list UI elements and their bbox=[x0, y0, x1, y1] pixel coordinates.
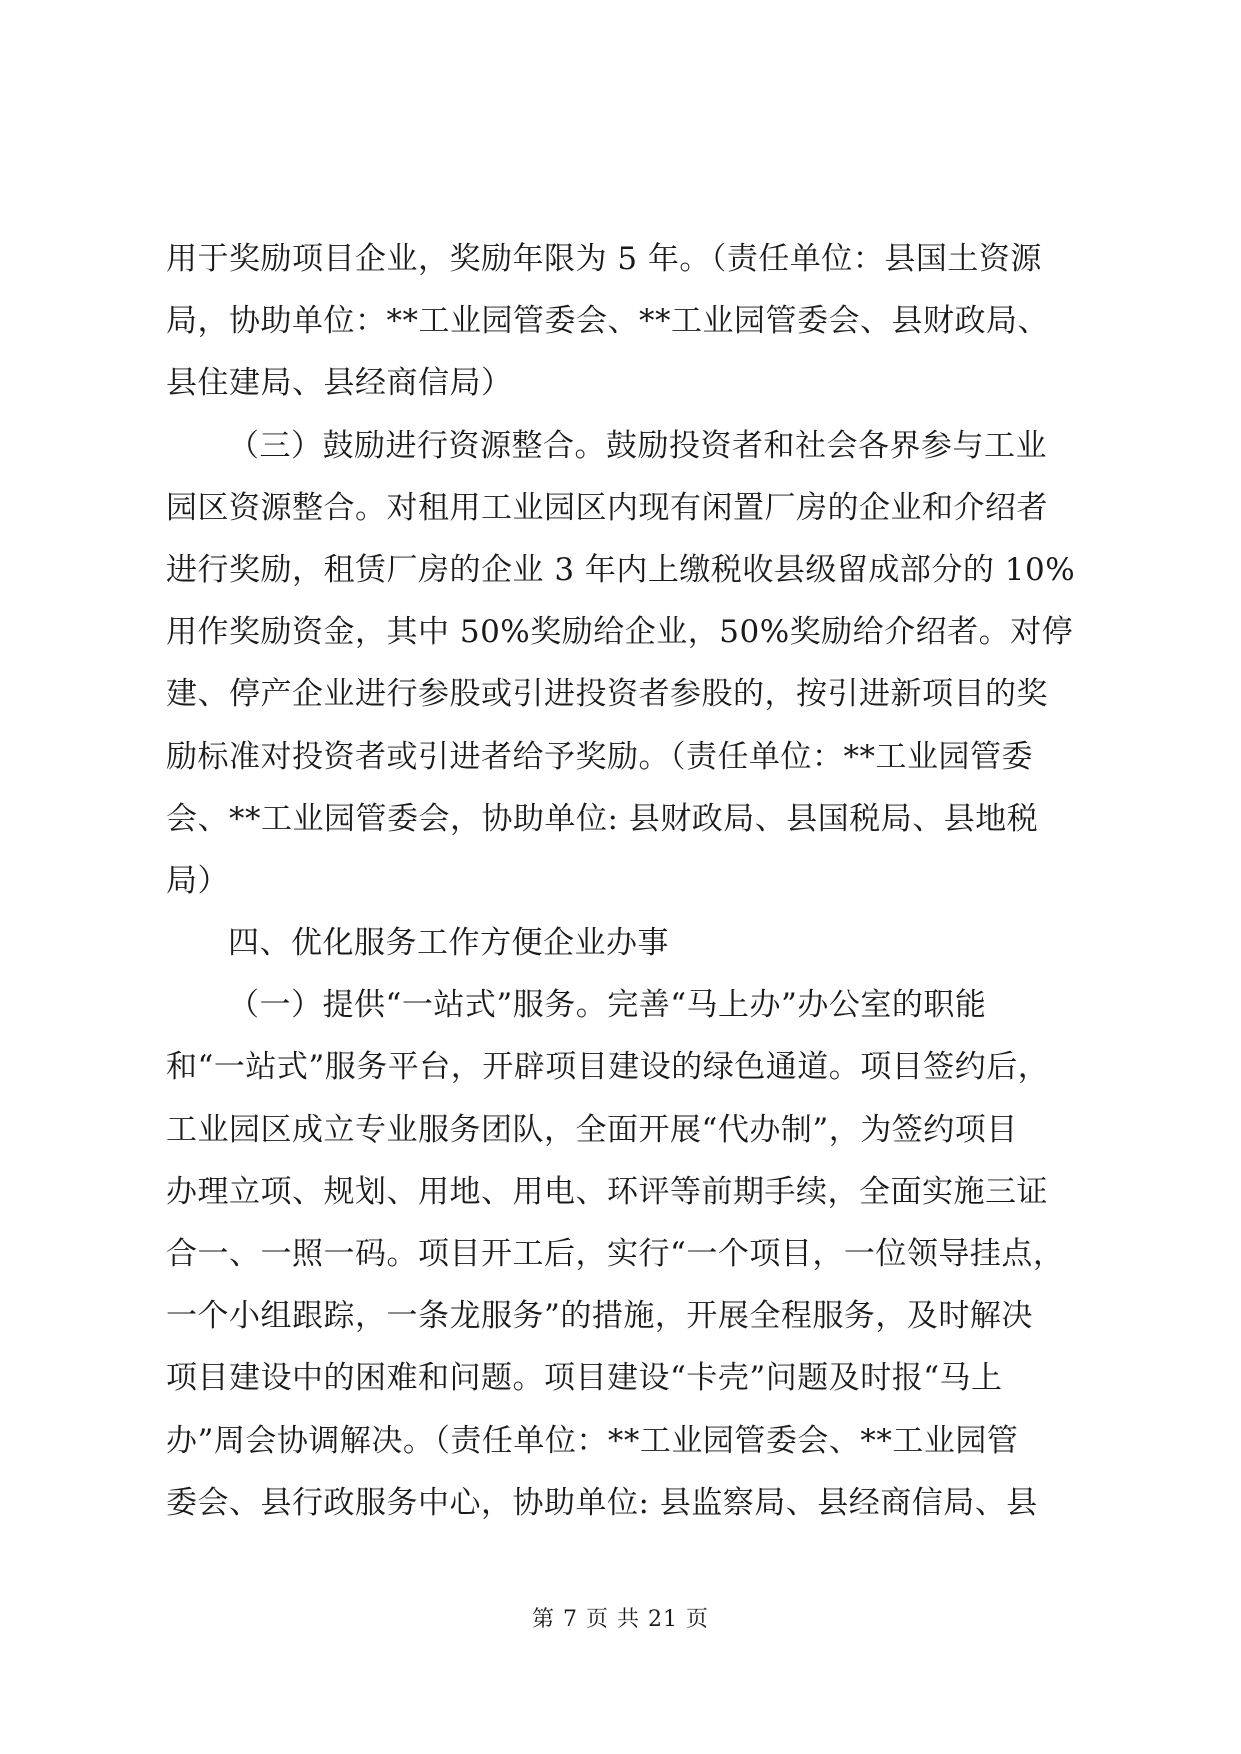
paragraph-heading-1: （一）提供“一站式”服务。完善“马上办”办公室的职能 bbox=[228, 987, 987, 1024]
body-line-3: 县住建局、县经商信局） bbox=[166, 365, 513, 402]
body-line-6: 进行奖励，租赁厂房的企业 3 年内上缴税收县级留成部分的 10% bbox=[166, 551, 1076, 588]
body-line-14: 和“一站式”服务平台，开辟项目建设的绿色通道。项目签约后， bbox=[166, 1049, 1050, 1086]
body-line-9: 励标准对投资者或引进者给予奖励。（责任单位：**工业园管委 bbox=[166, 738, 1033, 775]
body-line-15: 工业园区成立专业服务团队，全面开展“代办制”，为签约项目 bbox=[166, 1111, 1018, 1148]
body-line-18: 一个小组跟踪，一条龙服务”的措施，开展全程服务，及时解决 bbox=[166, 1298, 1033, 1335]
body-line-1: 用于奖励项目企业，奖励年限为 5 年。（责任单位：县国土资源 bbox=[166, 241, 1042, 277]
paragraph-heading-3: （三）鼓励进行资源整合。鼓励投资者和社会各界参与工业 bbox=[228, 427, 1047, 464]
section-heading-4: 四、优化服务工作方便企业办事 bbox=[228, 925, 669, 962]
body-line-11: 局） bbox=[166, 862, 229, 899]
body-line-17: 合一、一照一码。项目开工后，实行“一个项目，一位领导挂点， bbox=[166, 1236, 1065, 1272]
body-line-2: 局，协助单位：**工业园管委会、**工业园管委会、县财政局、 bbox=[166, 303, 1049, 340]
body-line-5: 园区资源整合。对租用工业园区内现有闲置厂房的企业和介绍者 bbox=[166, 489, 1048, 526]
body-line-16: 办理立项、规划、用地、用电、环评等前期手续，全面实施三证 bbox=[166, 1173, 1048, 1210]
body-line-7: 用作奖励资金，其中 50%奖励给企业，50%奖励给介绍者。对停 bbox=[166, 614, 1074, 651]
document-body bbox=[166, 228, 1076, 1534]
body-line-21: 委会、县行政服务中心，协助单位: 县监察局、县经商信局、县 bbox=[166, 1484, 1038, 1521]
body-line-8: 建、停产企业进行参股或引进投资者参股的，按引进新项目的奖 bbox=[166, 676, 1048, 713]
body-line-20: 办”周会协调解决。（责任单位：**工业园管委会、**工业园管 bbox=[166, 1422, 1019, 1459]
body-line-19: 项目建设中的困难和问题。项目建设“卡壳”问题及时报“马上 bbox=[166, 1360, 1003, 1397]
page-number-footer: 第 7 页 共 21 页 bbox=[532, 1607, 709, 1632]
body-line-10: 会、**工业园管委会，协助单位: 县财政局、县国税局、县地税 bbox=[166, 800, 1039, 837]
